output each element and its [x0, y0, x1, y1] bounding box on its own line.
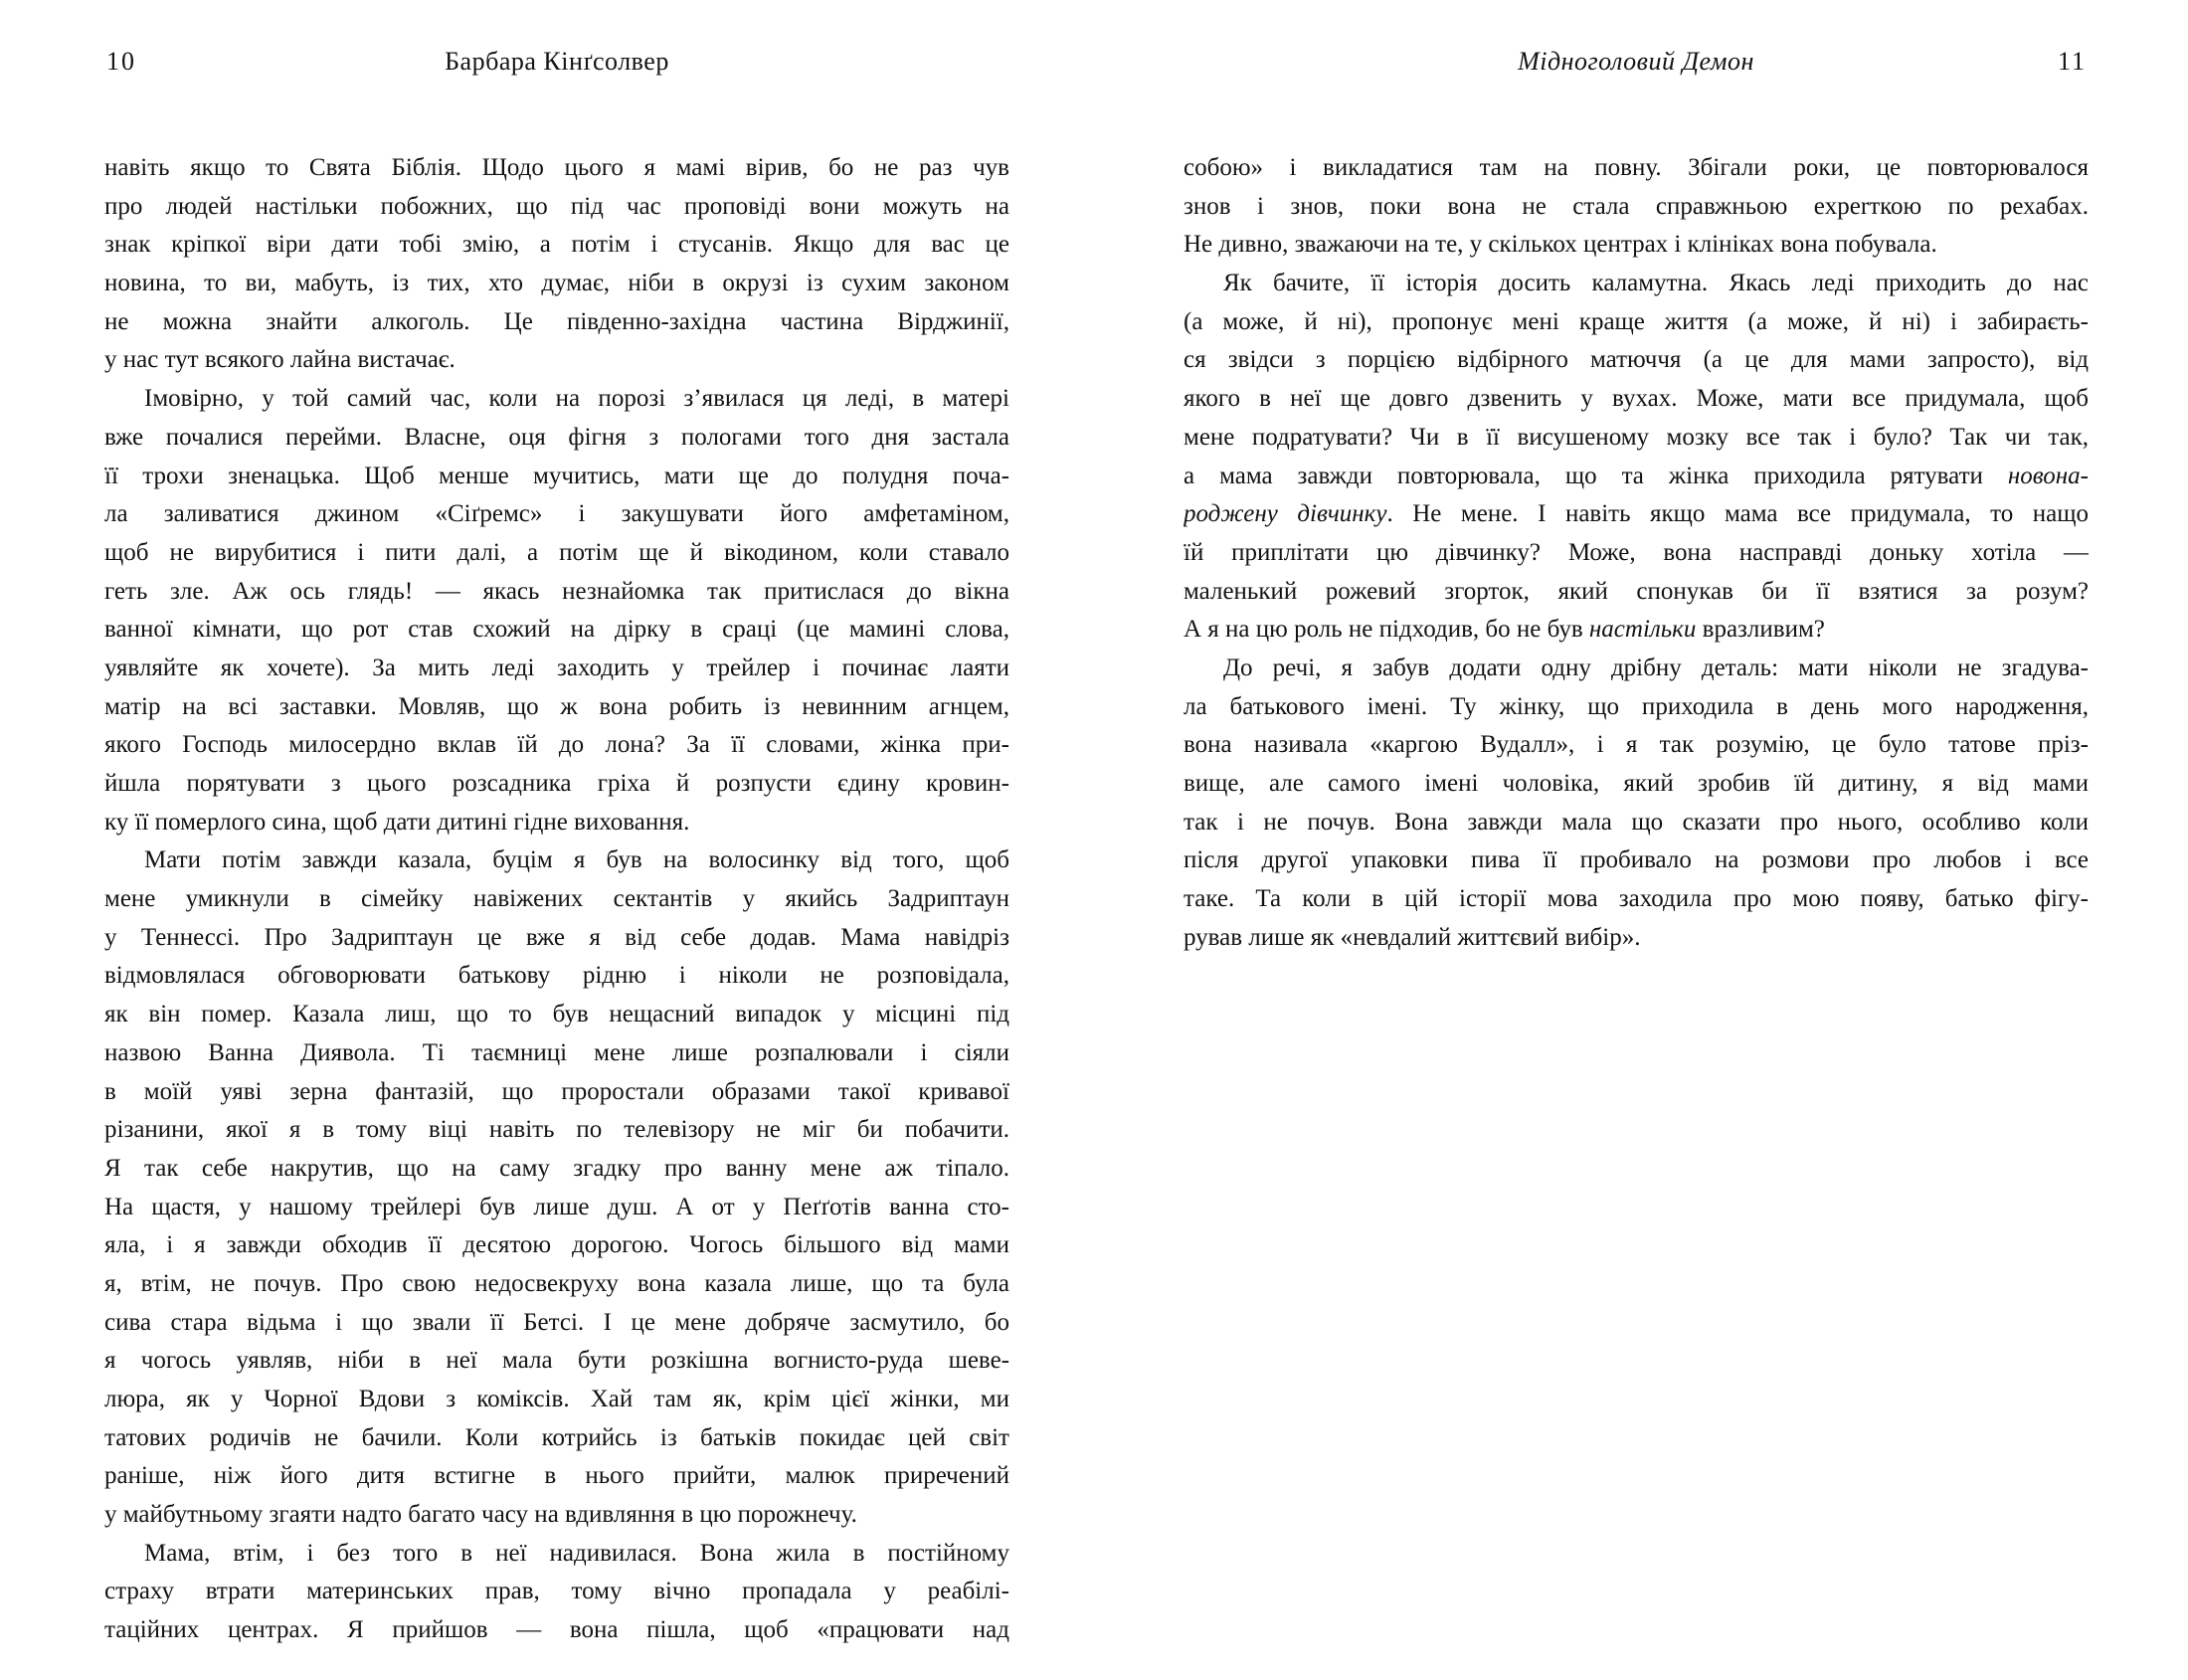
running-title-author: Барбара Кінґсолвер — [445, 47, 669, 76]
text-line: ся звідси з порцією відбірного матюччя (а це для мами запросто), від — [1184, 346, 2089, 374]
text-line: йшла порятувати з цього розсадника гріха й розпусти єдину кровин- — [104, 770, 1009, 797]
text-line: На щастя, у нашому трейлері був лише душ. А от у Пеґґотів ванна сто- — [104, 1193, 1009, 1220]
paragraph — [104, 380, 1009, 841]
text-line: у майбутньому згаяти надто багато часу на вдивляння в цю порожнечу. — [104, 1501, 857, 1529]
text-line: про людей настільки побожних, що під час проповіді вони можуть на — [104, 192, 1009, 220]
text-line: її трохи зненацька. Щоб менше мучитись, мати ще до полудня поча- — [104, 462, 1009, 489]
text-line: мене умикнули в сімейку навіжених сектантів у якийсь Задриптаун — [104, 885, 1009, 913]
paragraph — [1184, 149, 2089, 265]
text-line: Імовірно, у той самий час, коли на порозі з’явилася ця леді, в матері — [144, 385, 1009, 413]
text-line: в моїй уяві зерна фантазій, що проростали образами такої кривавої — [104, 1077, 1009, 1105]
text-line: собою» і викладатися там на повну. Збігали роки, це повторювалося — [1184, 154, 2089, 181]
text-line: До речі, я забув додати одну дрібну деталь: мати ніколи не згадува- — [1223, 653, 2089, 681]
text-line — [1184, 495, 2089, 534]
text-line: як він помер. Казала лиш, що то був нещасний випадок у місцині під — [104, 1001, 1009, 1028]
text-line: у Теннессі. Про Задриптаун це вже я від себе додав. Мама навідріз — [104, 923, 1009, 951]
paragraph — [104, 149, 1009, 380]
text-line: так і не почув. Вона завжди мала що сказати про нього, особливо коли — [1184, 808, 2089, 836]
text-line: ла батькового імені. Ту жінку, що приходила в день мого народження, — [1184, 692, 2089, 720]
text-line: новина, то ви, мабуть, із тих, хто думає, ніби в окрузі із сухим законом — [104, 270, 1009, 297]
text-line: таційних центрах. Я прийшов — вона пішла, щоб «працювати над — [104, 1616, 1009, 1644]
text-line: Як бачите, її історія досить каламутна. Якась леді приходить до нас — [1223, 270, 2089, 297]
emphasized-text: настільки — [1588, 616, 1697, 644]
text-line: вище, але самого імені чоловіка, який зробив їй дитину, я від мами — [1184, 770, 2089, 797]
text-line: якого Господь милосердно вклав їй до лона? За її словами, жінка при- — [104, 731, 1009, 759]
text-line: уявляйте як хочете). За мить леді заходить у трейлер і починає лаяти — [104, 653, 1009, 681]
page-right — [1184, 0, 2089, 1680]
emphasized-text: роджену дівчинку — [1184, 500, 1387, 528]
running-title-book: Мідноголовий Демон — [1518, 47, 1754, 76]
text-line: я, втім, не почув. Про свою недосвекруху вона казала лише, що та була — [104, 1269, 1009, 1297]
page-number-left: 10 — [106, 47, 136, 76]
paragraph — [1184, 265, 2089, 650]
text-line: рував лише як «невдалий життєвий вибір». — [1184, 923, 1641, 951]
plain-text: а мама завжди повторювала, що та жінка приходила рятувати — [1184, 462, 2008, 489]
text-line: Мама, втім, і без того в неї надивилася. Вона жила в постійному — [144, 1539, 1009, 1567]
text-line: я чогось уявляв, ніби в неї мала бути розкішна вогнисто-руда шеве- — [104, 1347, 1009, 1375]
paragraph — [1184, 650, 2089, 958]
text-line: вже почалися перейми. Власне, оця фігня з пологами того дня застала — [104, 423, 1009, 451]
text-line: татових родичів не бачили. Коли котрийсь із батьків покидає цей світ — [104, 1423, 1009, 1451]
text-line: раніше, ніж його дитя встигне в нього прийти, малюк приречений — [104, 1462, 1009, 1490]
text-line: страху втрати материнських прав, тому вічно пропадала у реабілі- — [104, 1578, 1009, 1605]
plain-text: вразливим? — [1696, 616, 1825, 644]
running-head-right — [1184, 44, 2089, 80]
text-line — [1184, 458, 2089, 496]
running-head-left — [104, 44, 1009, 80]
text-line: навіть якщо то Свята Біблія. Щодо цього я мамі вірив, бо не раз чув — [104, 154, 1009, 181]
emphasized-text: новона- — [2007, 462, 2089, 489]
text-line: після другої упаковки пива її пробивало на розмови про любов і все — [1184, 846, 2089, 874]
text-line: назвою Ванна Диявола. Ті таємниці мене лише розпалювали і сіяли — [104, 1038, 1009, 1066]
body-text-right — [1184, 149, 2089, 957]
text-line: знак кріпкої віри дати тобі змію, а потім і стусанів. Якщо для вас це — [104, 231, 1009, 259]
text-line: Не дивно, зважаючи на те, у скількох центрах і клініках вона побувала. — [1184, 231, 1937, 259]
text-line: матір на всі заставки. Мовляв, що ж вона робить із невинним агнцем, — [104, 692, 1009, 720]
text-line: люра, як у Чорної Вдови з коміксів. Хай там як, крім цієї жінки, ми — [104, 1386, 1009, 1412]
text-line: Я так себе накрутив, що на саму згадку про ванну мене аж тіпало. — [104, 1154, 1009, 1182]
page-number-right: 11 — [2057, 47, 2087, 76]
text-line: їй приплітати цю дівчинку? Може, вона насправді доньку хотіла — — [1184, 538, 2089, 566]
text-line: таке. Та коли в цій історії мова заходила про мою появу, батько фігу- — [1184, 885, 2089, 913]
text-line: знов і знов, поки вона не стала справжньою experткою по рехабах. — [1184, 192, 2089, 220]
text-line: мене подратувати? Чи в її висушеному мозку все так і було? Так чи так, — [1184, 423, 2089, 451]
text-line: ванної кімнати, що рот став схожий на дірку в сраці (це мамині слова, — [104, 616, 1009, 644]
text-line: геть зле. Аж ось глядь! — якась незнайомка так притислася до вікна — [104, 577, 1009, 605]
text-line: яла, і я завжди обходив її десятою дорогою. Чогось більшого від мами — [104, 1231, 1009, 1259]
text-line: різанини, якої я в тому віці навіть по телевізору не міг би побачити. — [104, 1116, 1009, 1144]
text-line: щоб не вирубитися і пити далі, а потім ще й вікодином, коли ставало — [104, 538, 1009, 566]
paragraph — [104, 1535, 1009, 1650]
plain-text: А я на цю роль не підходив, бо не був — [1184, 616, 1589, 644]
text-line: вона називала «каргою Вудалл», і я так розумію, це було татове пріз- — [1184, 731, 2089, 759]
text-line: відмовлялася обговорювати батькову рідню і ніколи не розповідала, — [104, 962, 1009, 990]
text-line: якого в неї ще довго дзвенить у вухах. Може, мати все придумала, щоб — [1184, 385, 2089, 413]
text-line: ку її померлого сина, щоб дати дитині гідне виховання. — [104, 808, 690, 836]
text-line: ла заливатися джином «Сіґремс» і закушувати його амфетаміном, — [104, 500, 1009, 528]
text-line — [1184, 611, 2089, 650]
text-line: (а може, й ні), пропонує мені краще життя (а може, й ні) і забираєть- — [1184, 307, 2089, 335]
plain-text: . Не мене. І навіть якщо мама все придумала, то нащо — [1386, 500, 2089, 528]
text-line: маленький рожевий згорток, який спонукав би її взятися за розум? — [1184, 577, 2089, 605]
text-line: не можна знайти алкоголь. Це південно-західна частина Вірджинії, — [104, 307, 1009, 335]
body-text-left — [104, 149, 1009, 1650]
page-left — [104, 0, 1009, 1680]
text-line: у нас тут всякого лайна вистачає. — [104, 346, 456, 374]
text-line: сива стара відьма і що звали її Бетсі. І це мене добряче засмутило, бо — [104, 1308, 1009, 1336]
paragraph — [104, 841, 1009, 1534]
text-line: Мати потім завжди казала, буцім я був на волосинку від того, щоб — [144, 846, 1009, 874]
